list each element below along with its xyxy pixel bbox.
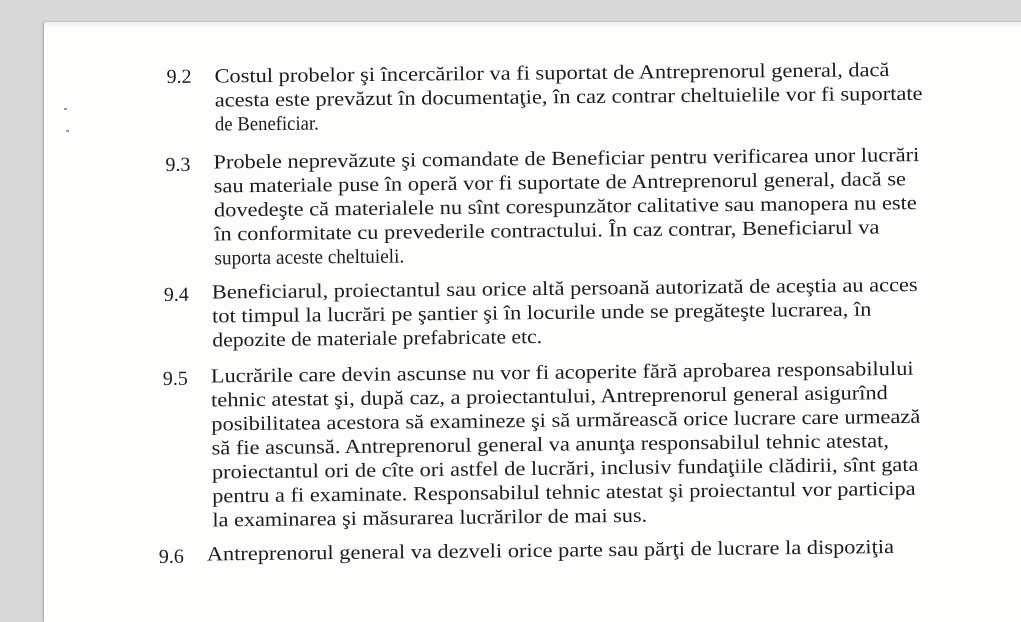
clause-number: 9.6 — [158, 545, 184, 568]
clause-text-line: suporta aceste cheltuieli. — [214, 245, 405, 270]
clause-text-line: Lucrările care devin ascunse nu vor fi acoperite fără aprobarea responsabilului — [210, 357, 914, 388]
clause-text-line: tot timpul la lucrări pe şantier şi în locurile unde se pregăteşte lucrarea, în — [211, 298, 872, 328]
scan-speck — [66, 130, 69, 132]
page-edge-shadow — [44, 22, 1021, 28]
clause-text-line: depozite de materiale prefabricate etc. — [212, 326, 543, 352]
clause-text-line: Antreprenorul general va dezveli orice parte sau părţi de lucrare la dispoziţia — [206, 536, 895, 566]
clause-text-line: tehnic atestat şi, după caz, a proiectantului, Antreprenorul general asigurînd — [210, 382, 888, 412]
clause-text-line: acesta este prevăzut în documentaţie, în caz contrar cheltuielile vor fi suportate — [214, 82, 923, 112]
clause-text-line: Costul probelor şi încercărilor va fi suportat de Antreprenorul general, dacă — [214, 59, 890, 88]
clause-text-line: dovedeşte că materialele nu sînt corespunzător calitative sau manopera nu este — [213, 192, 917, 222]
clause-text-line: pentru a fi examinate. Responsabilul tehnic atestat şi proiectantul vor participa — [212, 477, 916, 508]
clause-text-line: posibilitatea acestora să examineze şi să urmărească orice lucrare care urmează — [211, 405, 921, 436]
clause-text-line: în conformitate cu prevederile contractului. În caz contrar, Beneficiarul va — [214, 216, 880, 246]
clause-number: 9.2 — [166, 65, 192, 88]
clause-text-line: Probele neprevăzute şi comandate de Beneficiar pentru verificarea unor lucrări — [213, 144, 920, 174]
clause-text-line: să fie ascunsă. Antreprenorul general va anunţa responsabilul tehnic atestat, — [211, 430, 890, 460]
clause-number: 9.4 — [163, 283, 189, 306]
clause-text-line: Beneficiarul, proiectantul sau orice altă persoană autorizată de aceştia au acces — [211, 274, 918, 304]
scan-speck — [64, 108, 67, 110]
scanned-page — [44, 22, 1021, 622]
clause-text-line: de Beneficiar. — [214, 112, 319, 136]
clause-text-line: proiectantul ori de cîte ori astfel de lucrări, inclusiv fundaţiile clădirii, sînt gata — [211, 453, 919, 484]
clause-number: 9.3 — [165, 153, 191, 176]
clause-text-line: sau materiale puse în operă vor fi suportate de Antreprenorul general, dacă se — [213, 168, 907, 198]
clause-text-line: la examinarea şi măsurarea lucrărilor de mai sus. — [212, 504, 648, 532]
clause-number: 9.5 — [162, 367, 188, 390]
